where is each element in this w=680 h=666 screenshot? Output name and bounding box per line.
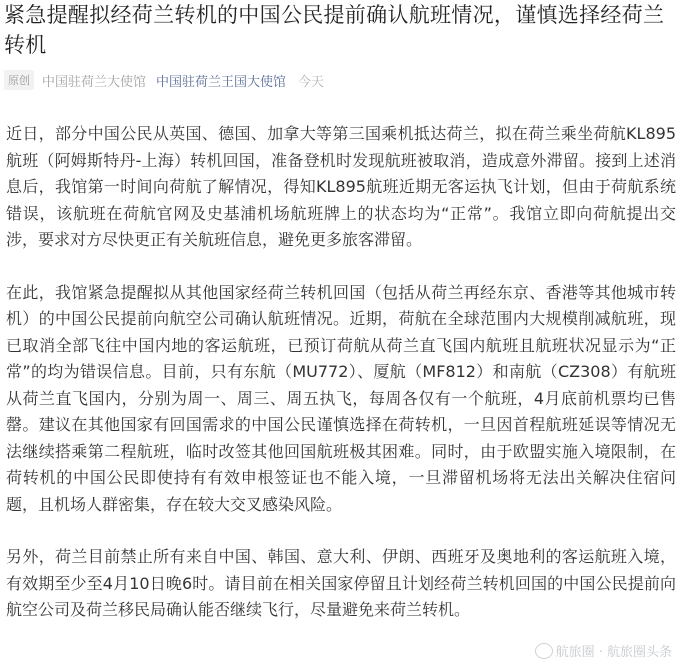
- author-name: 中国驻荷兰大使馆: [42, 74, 147, 90]
- article-content: [6, 121, 676, 650]
- watermark: [535, 641, 672, 660]
- account-name-link[interactable]: 中国驻荷兰王国大使馆: [156, 74, 287, 90]
- paragraph-2: 在此，我馆紧急提醒拟从其他国家经荷兰转机回国（包括从荷兰再经东京、香港等其他城市转机）的中国公民提前向航空公司确认航班情况。近期，荷航在全球范围内大规模削减航班，现已取消全部飞往中国内地的客运航班，已预订荷航从荷兰直飞国内航班且航班状况显示为“正常”的均为错误信息。目前，只有东航（MU772）、厦航（MF812）和南航（CZ308）有航班从荷兰直飞国内，分别为周一、周三、周五执飞，每周各仅有一个航班，4月底前机票均已售罄。建议在其他国家有回国需求的中国公民谨慎选择在荷转机，一旦因首程航班延误等情况无法继续搭乘第二程航班，临时改签其他回国航班极其困难。同时，由于欧盟实施入境限制，在荷转机的中国公民即使持有有效申根签证也不能入境，一旦滞留机场将无法出关解决住宿问题，且机场人群密集，存在较大交叉感染风险。: [6, 282, 676, 514]
- paragraph-1: 近日，部分中国公民从英国、德国、加拿大等第三国乘机抵达荷兰，拟在荷兰乘坐荷航KL895航班（阿姆斯特丹-上海）转机回国，准备登机时发现航班被取消，造成意外滞留。接到上述消息后，我馆第一时间向荷航了解情况，得知KL895航班近期无客运执飞计划，但由于荷航系统错误，该航班在荷航官网及史基浦机场航班牌上的状态均为“正常”。我馆立即向荷航提出交涉，要求对方尽快更正有关航班信息，避免更多旅客滞留。: [6, 124, 676, 249]
- article-title: 紧急提醒拟经荷兰转机的中国公民提前确认航班情况，谨慎选择经荷兰转机: [4, 3, 665, 57]
- watermark-text: 航旅圈 · 航旅圈头条: [555, 645, 672, 660]
- publish-time: 今天: [298, 74, 325, 90]
- article-meta: [4, 70, 324, 90]
- paragraph-3: 另外，荷兰目前禁止所有来自中国、韩国、意大利、伊朗、西班牙及奥地利的客运航班入境，有效期至少至4月10日晚6时。请目前在相关国家停留且计划经荷兰转机回国的中国公民提前向航空公司及荷兰移民局确认能否继续飞行，尽量避免来荷兰转机。: [6, 547, 676, 619]
- watermark-logo-icon: [535, 643, 553, 659]
- original-badge: 原创: [4, 70, 34, 90]
